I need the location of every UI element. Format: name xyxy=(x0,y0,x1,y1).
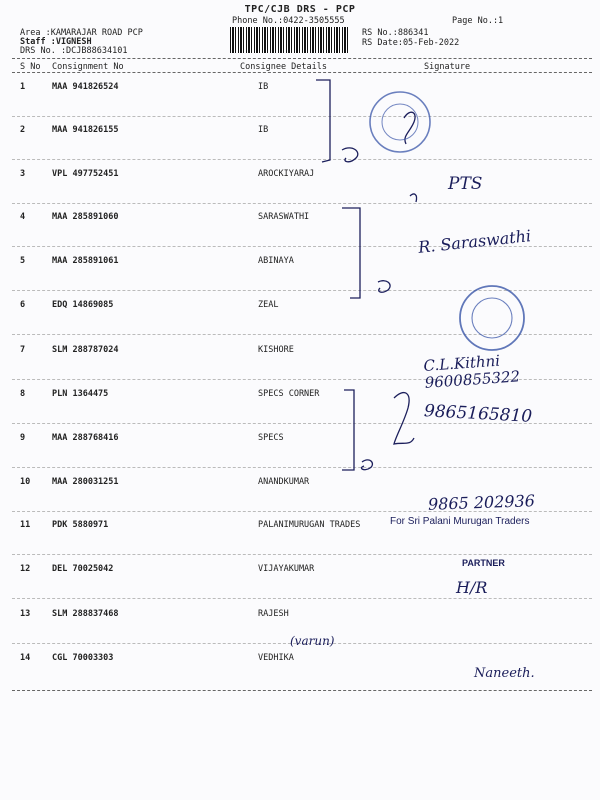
row-consignment: CGL 70003303 xyxy=(52,653,114,663)
area-label: Area :KAMARAJAR ROAD PCP xyxy=(20,28,143,38)
page-number: Page No.:1 xyxy=(452,16,504,26)
trader-stamp-text: For Sri Palani Murugan Traders xyxy=(390,516,530,527)
barcode xyxy=(230,27,350,53)
footer-divider xyxy=(12,690,592,691)
row-divider xyxy=(12,203,592,204)
row-divider xyxy=(12,334,592,335)
row-consignee: ZEAL xyxy=(258,300,279,310)
phone-number: Phone No.:0422-3505555 xyxy=(232,16,345,26)
handwritten-pts: PTS xyxy=(448,174,483,194)
document-title: TPC/CJB DRS - PCP xyxy=(244,4,356,15)
row-consignment: PLN 1364475 xyxy=(52,389,109,399)
row-sno: 8 xyxy=(20,389,26,399)
rs-date: RS Date:05-Feb-2022 xyxy=(362,38,460,48)
table-row xyxy=(0,256,600,298)
row-consignment: MAA 941826155 xyxy=(52,125,119,135)
drs-number: DRS No. :DCJB88634101 xyxy=(20,46,128,56)
row-consignee: SARASWATHI xyxy=(258,212,310,222)
row-consignment: MAA 285891060 xyxy=(52,212,119,222)
row-consignee: SPECS xyxy=(258,433,284,443)
row-consignee: VEDHIKA xyxy=(258,653,294,663)
row-consignment: EDQ 14869085 xyxy=(52,300,114,310)
row-consignment: DEL 70025042 xyxy=(52,564,114,574)
row-sno: 7 xyxy=(20,345,26,355)
col-sno: S No xyxy=(20,62,41,72)
row-consignee: IB xyxy=(258,82,269,92)
row-sno: 10 xyxy=(20,477,31,487)
row-sno: 6 xyxy=(20,300,26,310)
row-sno: 9 xyxy=(20,433,26,443)
handwritten-varun: (varun) xyxy=(290,634,335,648)
table-row xyxy=(0,564,600,606)
row-consignee: ABINAYA xyxy=(258,256,294,266)
handwritten-phone: 9865165810 xyxy=(423,401,533,427)
row-sno: 1 xyxy=(20,82,26,92)
col-consignee: Consignee Details xyxy=(240,62,327,72)
row-consignee: KISHORE xyxy=(258,345,294,355)
staff-label: Staff :VIGNESH xyxy=(20,37,92,47)
row-sno: 5 xyxy=(20,256,26,266)
row-consignee: PALANIMURUGAN TRADES xyxy=(258,520,361,530)
row-consignee: ANANDKUMAR xyxy=(258,477,310,487)
row-divider xyxy=(12,467,592,468)
table-row xyxy=(0,82,600,124)
row-divider xyxy=(12,159,592,160)
row-consignment: SLM 288837468 xyxy=(52,609,119,619)
table-row xyxy=(0,169,600,211)
handwritten-phone: C.L.Kithni 9600855322 xyxy=(422,351,521,392)
row-sno: 12 xyxy=(20,564,31,574)
row-consignee: RAJESH xyxy=(258,609,289,619)
header-divider xyxy=(12,58,592,59)
row-consignee: AROCKIYARAJ xyxy=(258,169,315,179)
col-signature: Signature xyxy=(424,62,471,72)
row-divider xyxy=(12,598,592,599)
handwritten-saraswathi: R. Saraswathi xyxy=(417,226,532,257)
rs-number: RS No.:886341 xyxy=(362,28,429,38)
row-divider xyxy=(12,116,592,117)
table-row xyxy=(0,300,600,342)
row-consignment: MAA 288768416 xyxy=(52,433,119,443)
row-sno: 3 xyxy=(20,169,26,179)
handwritten-naneeth: Naneeth. xyxy=(474,666,535,681)
row-sno: 11 xyxy=(20,520,31,530)
col-consignment: Consignment No xyxy=(52,62,124,72)
partner-stamp-text: PARTNER xyxy=(462,558,505,568)
row-consignee: IB xyxy=(258,125,269,135)
handwritten-hr: H/R xyxy=(456,578,488,597)
row-consignee: SPECS CORNER xyxy=(258,389,320,399)
table-row xyxy=(0,125,600,167)
row-sno: 14 xyxy=(20,653,31,663)
row-sno: 2 xyxy=(20,125,26,135)
table-row xyxy=(0,433,600,475)
handwritten-phone: 9865 202936 xyxy=(427,491,536,514)
row-consignment: SLM 288787024 xyxy=(52,345,119,355)
row-consignment: MAA 280031251 xyxy=(52,477,119,487)
row-divider xyxy=(12,290,592,291)
row-consignment: PDK 5880971 xyxy=(52,520,109,530)
row-sno: 4 xyxy=(20,212,26,222)
row-consignment: VPL 497752451 xyxy=(52,169,119,179)
row-sno: 13 xyxy=(20,609,31,619)
column-divider xyxy=(12,72,592,73)
row-consignment: MAA 285891061 xyxy=(52,256,119,266)
row-consignment: MAA 941826524 xyxy=(52,82,119,92)
row-consignee: VIJAYAKUMAR xyxy=(258,564,315,574)
row-divider xyxy=(12,554,592,555)
